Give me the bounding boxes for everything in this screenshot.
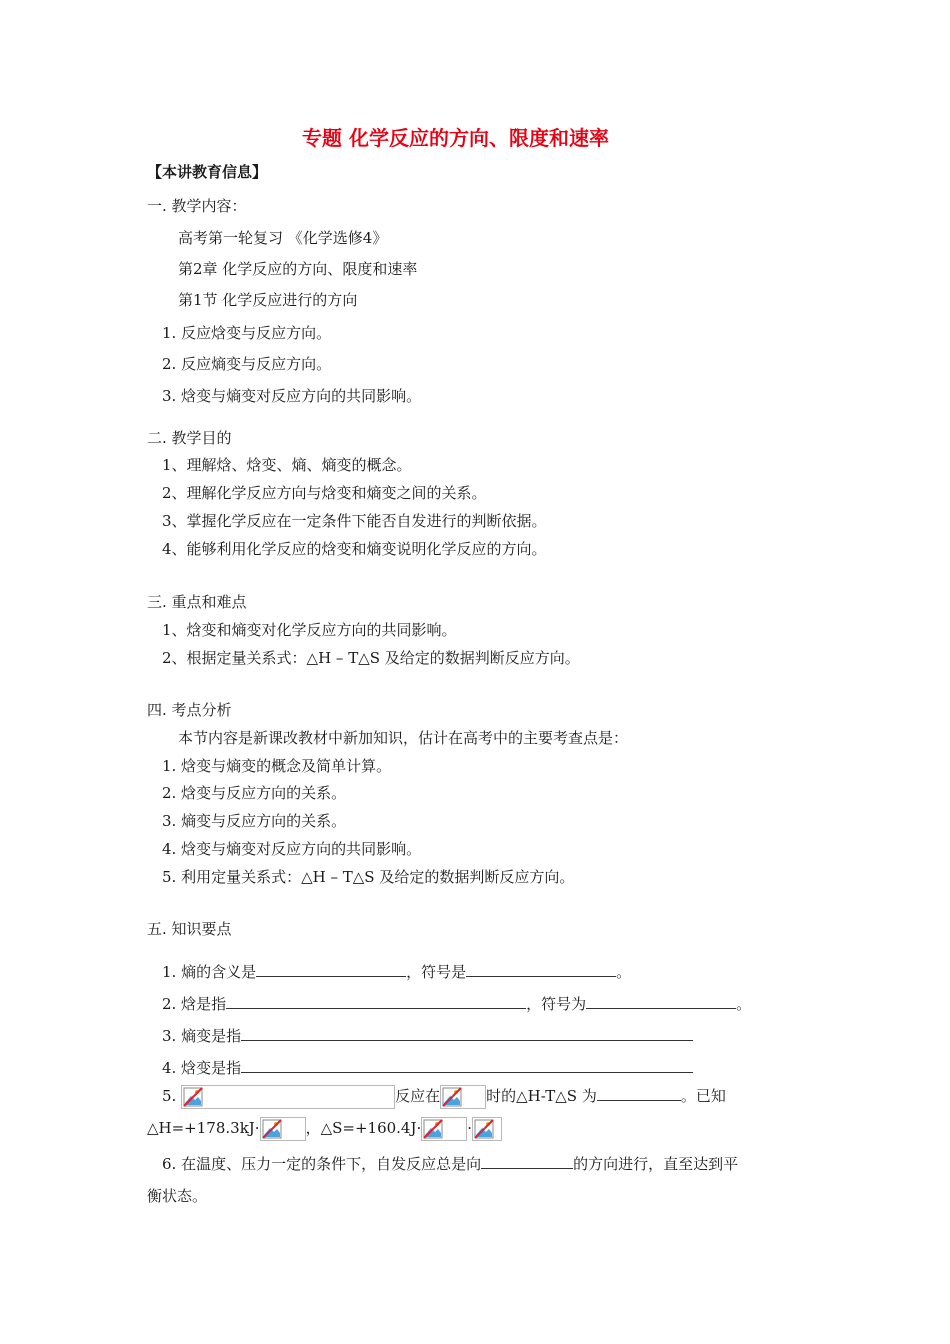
list-item: 5. 利用定量关系式：△H – T△S 及给定的数据判断反应方向。	[162, 868, 575, 886]
equation-image	[260, 1117, 306, 1141]
section-4-heading: 四. 考点分析	[147, 701, 232, 719]
section-2-heading: 二. 教学目的	[147, 429, 232, 447]
question-text: 。	[736, 995, 752, 1013]
question-5	[162, 1085, 726, 1109]
list-item: 3、掌握化学反应在一定条件下能否自发进行的判断依据。	[162, 512, 547, 530]
content-line: 第1节 化学反应进行的方向	[178, 291, 358, 309]
question-text: 4. 焓变是指	[162, 1059, 242, 1077]
list-item: 4. 焓变与熵变对反应方向的共同影响。	[162, 840, 422, 858]
broken-image-icon	[423, 1119, 443, 1139]
question-text: ，△S=+160.4J·	[305, 1119, 422, 1137]
answer-blank[interactable]	[466, 962, 616, 977]
answer-blank[interactable]	[241, 1058, 693, 1073]
broken-image-icon	[442, 1087, 462, 1107]
question-4	[162, 1058, 693, 1078]
question-text: 5.	[162, 1087, 177, 1105]
equation-image	[421, 1117, 467, 1141]
equation-image	[472, 1117, 502, 1141]
question-text: ，符号是	[406, 963, 467, 981]
section-4-intro: 本节内容是新课改教材中新加知识，估计在高考中的主要考查点是：	[178, 729, 629, 747]
section-header: 【本讲教育信息】	[147, 163, 268, 181]
list-item: 2. 焓变与反应方向的关系。	[162, 784, 347, 802]
list-item: 3. 焓变与熵变对反应方向的共同影响。	[162, 387, 422, 405]
question-3	[162, 1026, 693, 1046]
list-item: 1、焓变和熵变对化学反应方向的共同影响。	[162, 621, 457, 639]
list-item: 2. 反应熵变与反应方向。	[162, 355, 332, 373]
question-1	[162, 962, 631, 982]
question-text: 。	[616, 963, 632, 981]
question-6-continued: 衡状态。	[147, 1187, 208, 1205]
answer-blank[interactable]	[481, 1154, 573, 1169]
answer-blank[interactable]	[256, 962, 406, 977]
list-item: 3. 熵变与反应方向的关系。	[162, 812, 347, 830]
question-6	[162, 1154, 738, 1174]
section-5-heading: 五. 知识要点	[147, 920, 232, 938]
question-text: 反应在	[395, 1087, 441, 1105]
question-text: 3. 熵变是指	[162, 1027, 242, 1045]
question-text: 。已知	[680, 1087, 726, 1105]
question-text: 2. 焓是指	[162, 995, 227, 1013]
question-text: 的方向进行，直至达到平	[573, 1155, 739, 1173]
content-line: 第2章 化学反应的方向、限度和速率	[178, 260, 418, 278]
question-text: ·	[467, 1119, 473, 1137]
list-item: 1、理解焓、焓变、熵、熵变的概念。	[162, 456, 412, 474]
answer-blank[interactable]	[597, 1086, 681, 1101]
content-line: 高考第一轮复习 《化学选修4》	[178, 229, 388, 247]
list-item: 2、理解化学反应方向与焓变和熵变之间的关系。	[162, 484, 487, 502]
answer-blank[interactable]	[586, 994, 736, 1009]
question-text: 时的△H-T△S 为	[486, 1087, 597, 1105]
question-5-continued	[147, 1117, 502, 1141]
list-item: 1. 反应焓变与反应方向。	[162, 324, 332, 342]
equation-image	[440, 1085, 486, 1109]
broken-image-icon	[474, 1119, 494, 1139]
question-2	[162, 994, 751, 1014]
question-text: ，符号为	[526, 995, 587, 1013]
list-item: 4、能够利用化学反应的焓变和熵变说明化学反应的方向。	[162, 540, 547, 558]
section-3-heading: 三. 重点和难点	[147, 593, 247, 611]
list-item: 1. 焓变与熵变的概念及简单计算。	[162, 757, 392, 775]
broken-image-icon	[262, 1119, 282, 1139]
document-title: 专题 化学反应的方向、限度和速率	[302, 126, 609, 150]
equation-image	[181, 1085, 395, 1109]
broken-image-icon	[183, 1087, 203, 1107]
list-item: 2、根据定量关系式：△H – T△S 及给定的数据判断反应方向。	[162, 649, 580, 667]
answer-blank[interactable]	[241, 1026, 693, 1041]
question-text: 1. 熵的含义是	[162, 963, 257, 981]
question-text: 6. 在温度、压力一定的条件下，自发反应总是向	[162, 1155, 482, 1173]
answer-blank[interactable]	[226, 994, 526, 1009]
question-text: △H=+178.3kJ·	[147, 1119, 260, 1137]
section-1-heading: 一. 教学内容：	[147, 197, 247, 215]
